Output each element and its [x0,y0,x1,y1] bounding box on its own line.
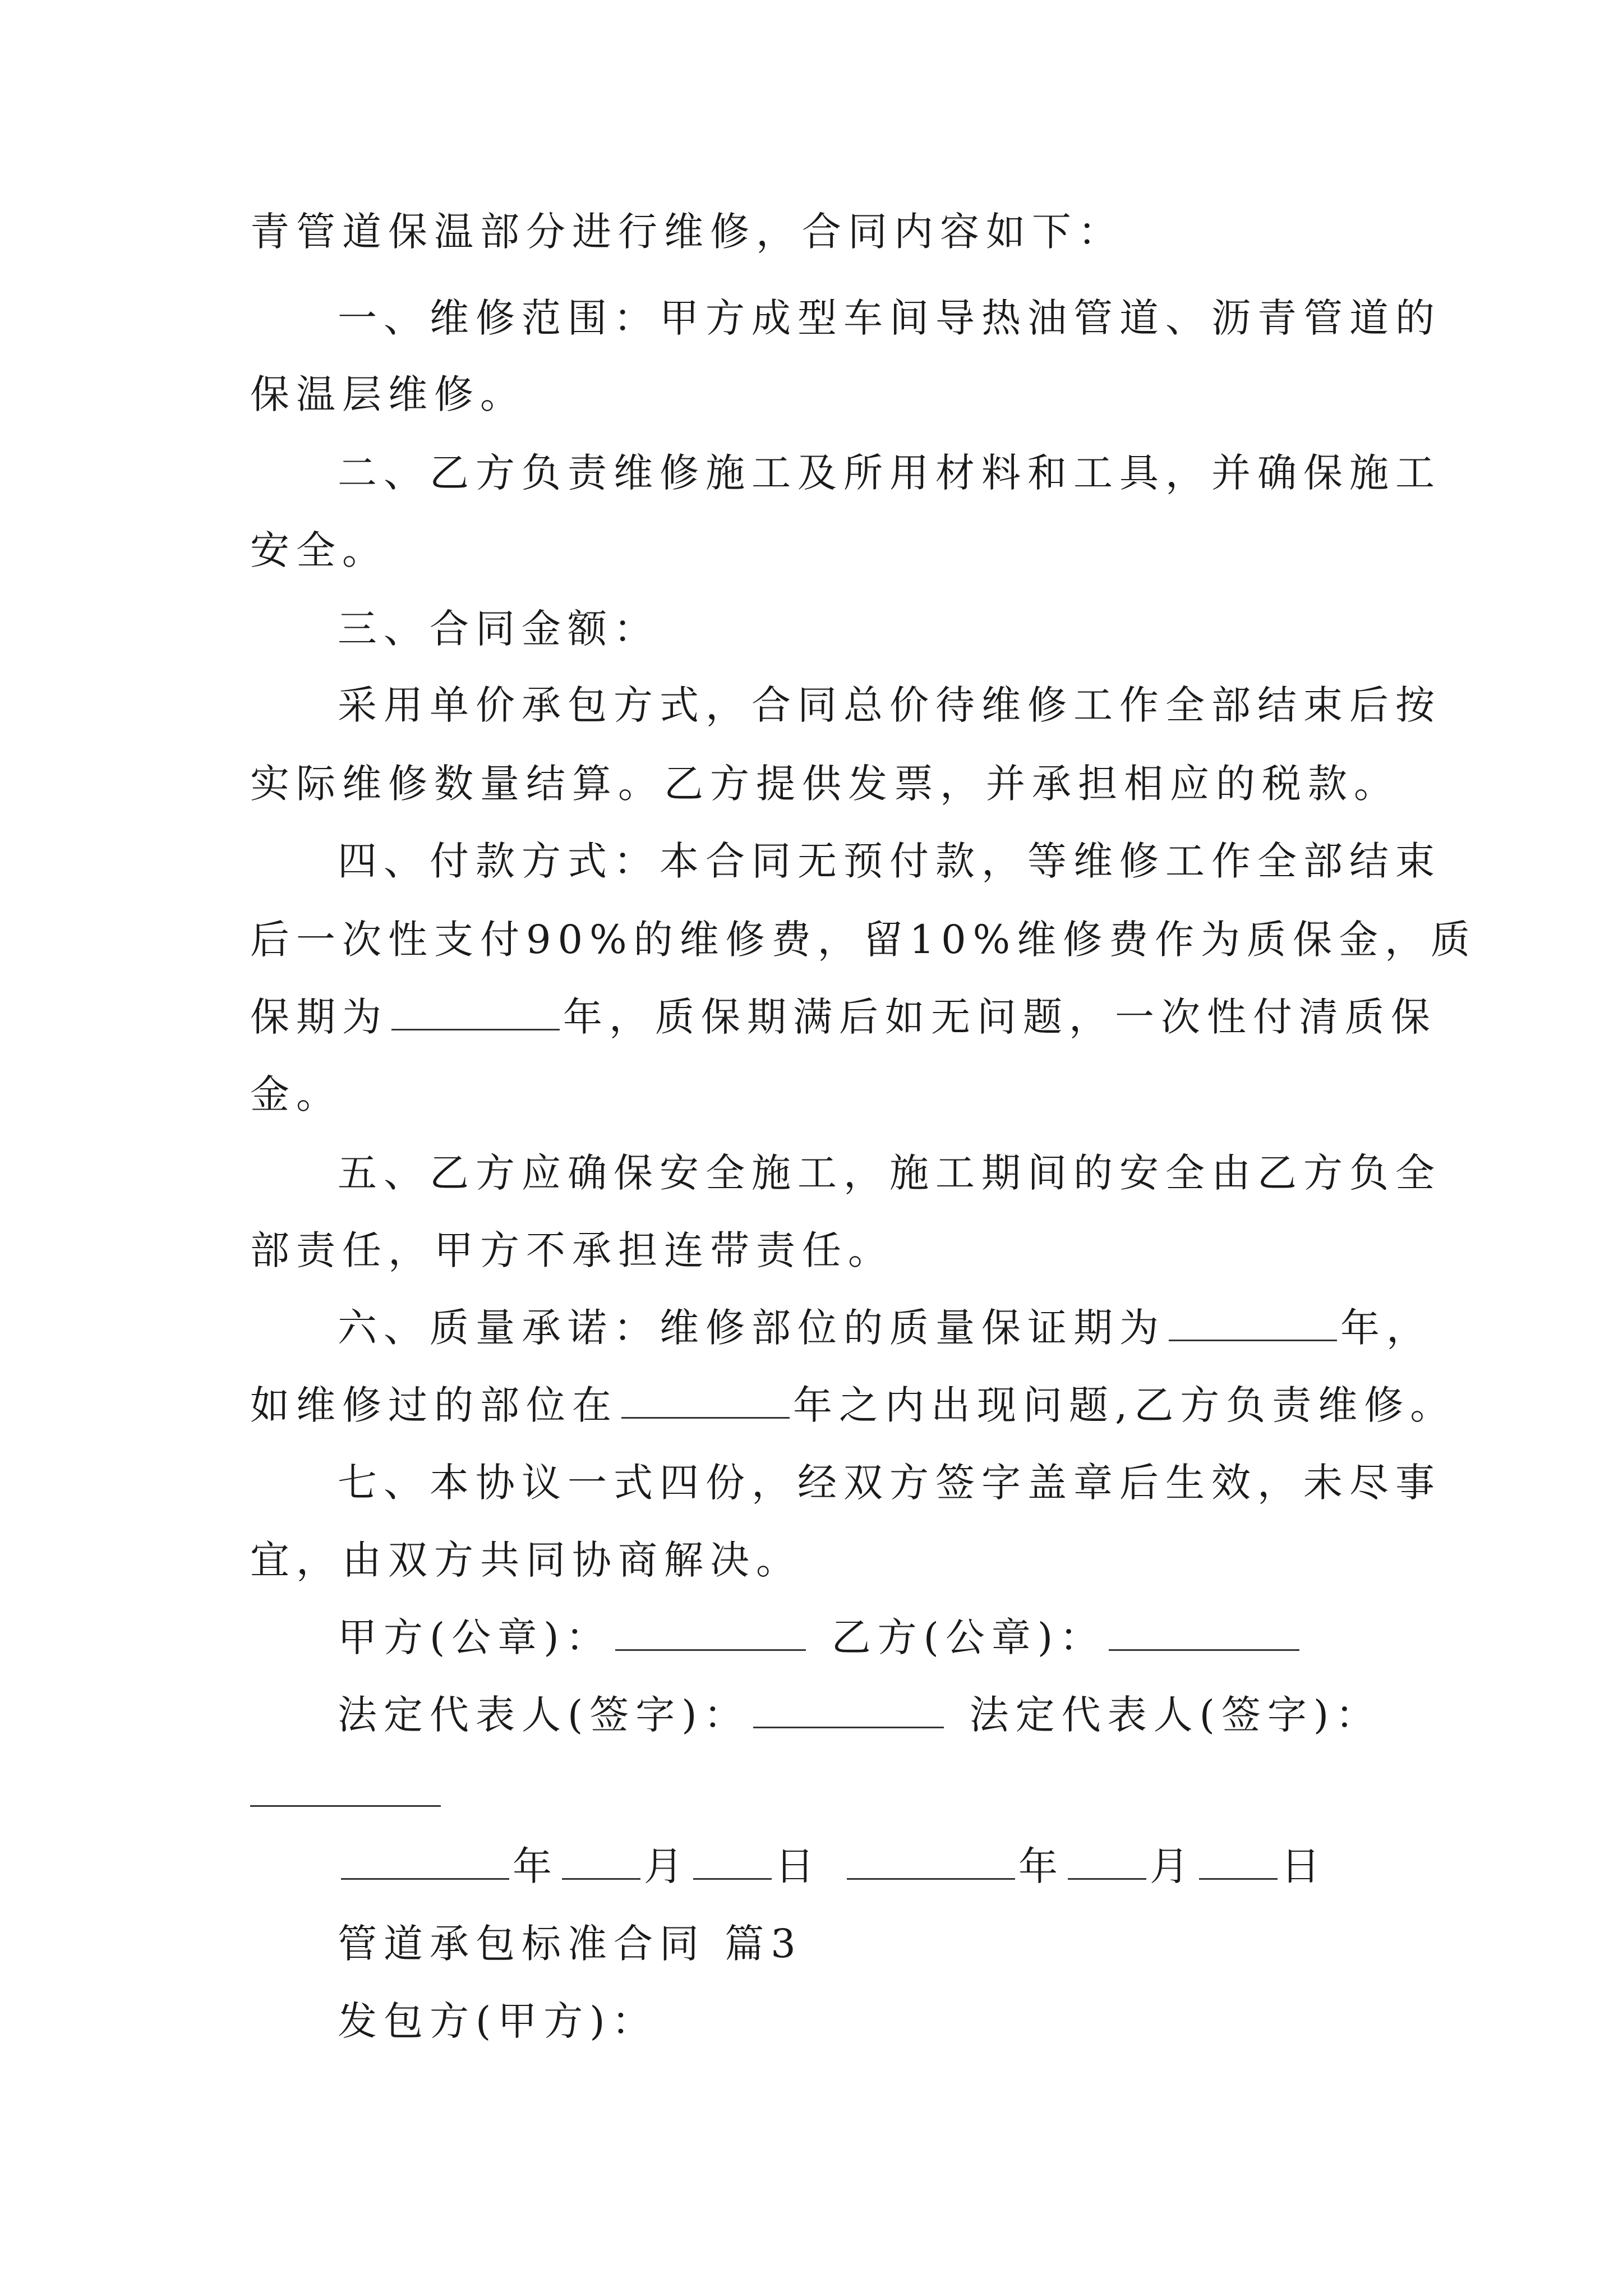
clause-4-line: 四、付款方式：本合同无预付款，等维修工作全部结束 [338,838,1441,884]
quality-post: 年， [1340,1305,1432,1351]
paragraph-line: 青管道保温部分进行维修，合同内容如下： [250,209,1124,255]
clause-3-line: 采用单价承包方式，合同总价待维修工作全部结束后按 [338,682,1441,728]
next-contract-title: 管道承包标准合同 篇3 [338,1921,803,1967]
clause-2-line: 二、乙方负责维修施工及所用材料和工具，并确保施工 [338,450,1441,496]
clause-6-line [338,1305,1432,1351]
party-b-seal-blank[interactable] [1109,1649,1299,1651]
clause-4-warranty [250,994,1437,1040]
month-a-label: 月 [644,1843,690,1889]
clause-5-cont: 部责任，甲方不承担连带责任。 [250,1227,894,1273]
party-b-seal-label: 乙方(公章)： [831,1614,1106,1660]
warranty-years-blank[interactable] [391,1028,560,1030]
warranty-post: 年，质保期满后如无问题，一次性付清质保 [563,994,1437,1040]
year-a-blank[interactable] [341,1878,509,1880]
clause-7-cont: 宜，由双方共同协商解决。 [250,1537,802,1583]
clause-4-end: 金。 [250,1071,342,1117]
repair-years-blank[interactable] [621,1416,790,1419]
party-a-rep-blank[interactable] [753,1726,944,1728]
rep-line [338,1692,1382,1738]
seal-line [338,1614,1303,1660]
clause-6-cont [250,1382,1456,1428]
warranty-pre: 保期为 [250,994,388,1040]
repair-post: 年之内出现问题,乙方负责维修。 [793,1382,1456,1428]
next-contract-party: 发包方(甲方)： [338,1998,658,2044]
date-line [338,1843,1327,1889]
repair-pre: 如维修过的部位在 [250,1382,618,1428]
year-b-label: 年 [1018,1843,1064,1889]
quality-years-blank[interactable] [1169,1339,1337,1341]
year-a-label: 年 [513,1843,559,1889]
clause-4-cont: 后一次性支付90%的维修费，留10%维修费作为质保金，质 [250,917,1477,963]
month-a-blank[interactable] [562,1878,640,1880]
quality-pre: 六、质量承诺：维修部位的质量保证期为 [338,1305,1165,1351]
day-a-label: 日 [775,1843,821,1889]
clause-7-line: 七、本协议一式四份，经双方签字盖章后生效，未尽事 [338,1460,1441,1506]
party-a-seal-blank[interactable] [615,1649,806,1651]
clause-2-cont: 安全。 [250,527,388,573]
year-b-blank[interactable] [847,1878,1015,1880]
party-b-rep-label: 法定代表人(签字)： [969,1692,1382,1738]
clause-3-heading: 三、合同金额： [338,606,660,652]
clause-3-cont: 实际维修数量结算。乙方提供发票，并承担相应的税款。 [250,761,1400,807]
clause-1-cont: 保温层维修。 [250,371,526,417]
month-b-label: 月 [1150,1843,1196,1889]
clause-5-line: 五、乙方应确保安全施工，施工期间的安全由乙方负全 [338,1150,1441,1196]
day-b-blank[interactable] [1199,1878,1278,1880]
day-a-blank[interactable] [693,1878,772,1880]
party-b-rep-blank[interactable] [250,1805,441,1807]
day-b-label: 日 [1281,1843,1327,1889]
month-b-blank[interactable] [1068,1878,1146,1880]
party-a-rep-label: 法定代表人(签字)： [338,1692,750,1738]
party-a-seal-label: 甲方(公章)： [338,1614,612,1660]
clause-1-line: 一、维修范围：甲方成型车间导热油管道、沥青管道的 [338,295,1441,341]
